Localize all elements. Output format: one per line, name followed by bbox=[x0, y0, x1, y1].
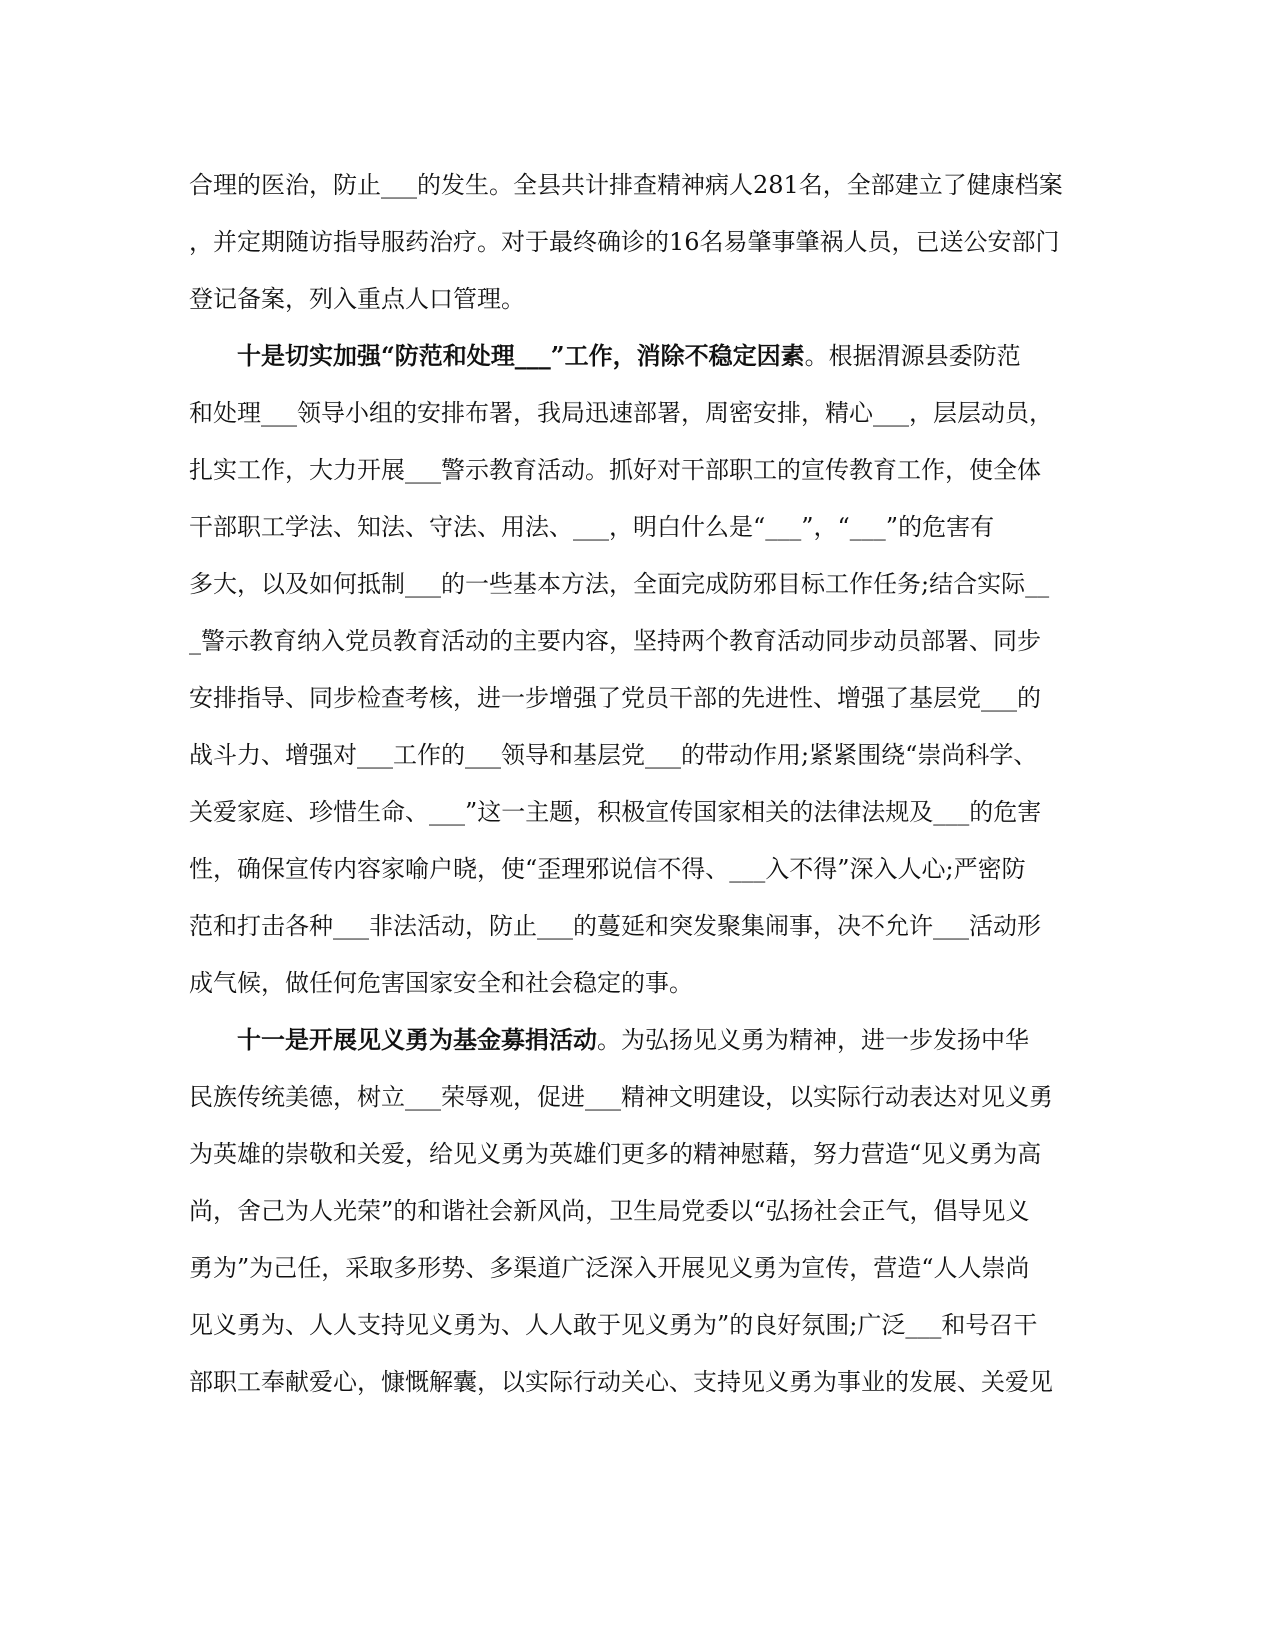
body-text: 。根据渭源县委防范 bbox=[804, 342, 1021, 370]
body-line: 范和打击各种___非法活动，防止___的蔓延和突发聚集闹事，决不允许___活动形 bbox=[189, 912, 1041, 940]
body-line: 性，确保宣传内容家喻户晓，使“歪理邪说信不得、___入不得”深入人心;严密防 bbox=[189, 855, 1026, 883]
section-heading-line bbox=[237, 1026, 1029, 1054]
body-line: ，并定期随访指导服药治疗。对于最终确诊的16名易肇事肇祸人员，已送公安部门 bbox=[189, 228, 1060, 256]
body-line: 扎实工作，大力开展___警示教育活动。抓好对干部职工的宣传教育工作，使全体 bbox=[189, 456, 1041, 484]
body-text: 。为弘扬见义勇为精神，进一步发扬中华 bbox=[597, 1026, 1029, 1054]
body-line: 尚，舍己为人光荣”的和谐社会新风尚，卫生局党委以“弘扬社会正气，倡导见义 bbox=[189, 1197, 1030, 1225]
body-line: 部职工奉献爱心，慷慨解囊，以实际行动关心、支持见义勇为事业的发展、关爱见 bbox=[189, 1368, 1053, 1396]
body-line: 登记备案，列入重点人口管理。 bbox=[189, 285, 525, 313]
body-line: _警示教育纳入党员教育活动的主要内容，坚持两个教育活动同步动员部署、同步 bbox=[189, 627, 1041, 655]
body-line: 见义勇为、人人支持见义勇为、人人敢于见义勇为”的良好氛围;广泛___和号召干 bbox=[189, 1311, 1038, 1339]
body-line: 和处理___领导小组的安排布署，我局迅速部署，周密安排，精心___，层层动员， bbox=[189, 399, 1053, 427]
section-heading-line bbox=[237, 342, 1021, 370]
body-line: 合理的医治，防止___的发生。全县共计排查精神病人281名，全部建立了健康档案 bbox=[189, 171, 1063, 199]
body-line: 勇为”为己任，采取多形势、多渠道广泛深入开展见义勇为宣传，营造“人人崇尚 bbox=[189, 1254, 1030, 1282]
body-line: 为英雄的崇敬和关爱，给见义勇为英雄们更多的精神慰藉，努力营造“见义勇为高 bbox=[189, 1140, 1042, 1168]
body-line: 安排指导、同步检查考核，进一步增强了党员干部的先进性、增强了基层党___的 bbox=[189, 684, 1041, 712]
section-heading: 十一是开展见义勇为基金募捐活动 bbox=[237, 1025, 597, 1054]
body-line: 战斗力、增强对___工作的___领导和基层党___的带动作用;紧紧围绕“崇尚科学、 bbox=[189, 741, 1038, 769]
body-line: 关爱家庭、珍惜生命、___”这一主题，积极宣传国家相关的法律法规及___的危害 bbox=[189, 798, 1042, 826]
section-heading: 十是切实加强“防范和处理___”工作，消除不稳定因素 bbox=[237, 341, 805, 370]
body-line: 民族传统美德，树立___荣辱观，促进___精神文明建设，以实际行动表达对见义勇 bbox=[189, 1083, 1053, 1111]
body-line: 多大，以及如何抵制___的一些基本方法，全面完成防邪目标工作任务;结合实际__ bbox=[189, 570, 1050, 598]
body-line: 干部职工学法、知法、守法、用法、___，明白什么是“___”，“___”的危害有 bbox=[189, 513, 995, 541]
body-line: 成气候，做任何危害国家安全和社会稳定的事。 bbox=[189, 969, 693, 997]
